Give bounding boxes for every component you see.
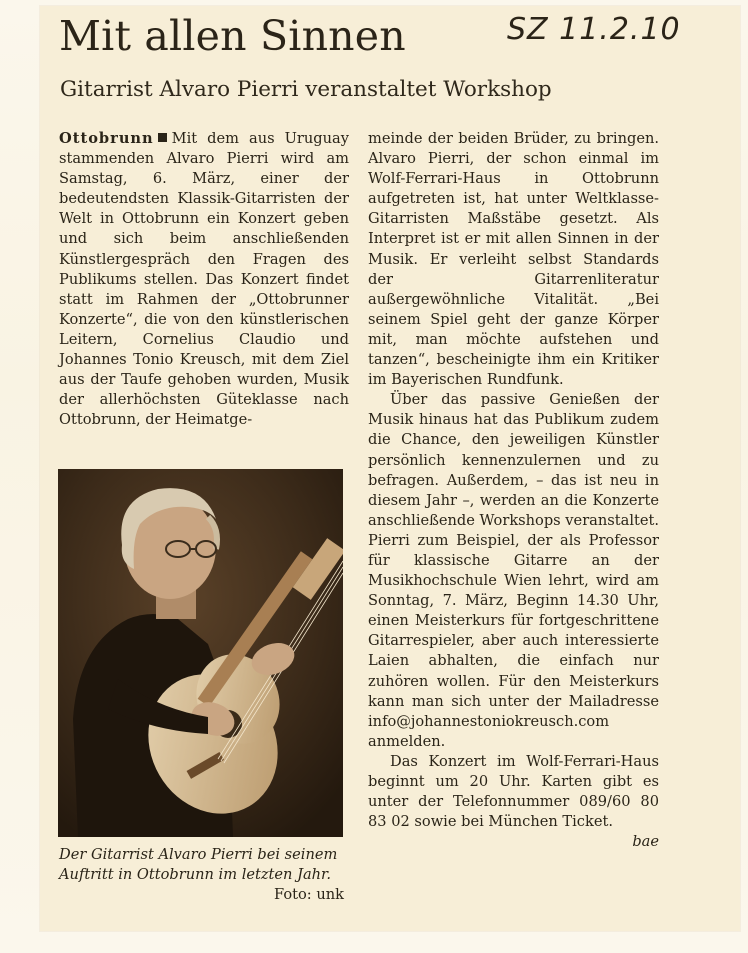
lead-text: Mit dem aus Uruguay stammenden Alvaro Pierri wird am Samstag, 6. März, einer der bedeutendsten Klassik-Gitarristen der Welt in Ottobrunn ein Konzert geben und sich beim anschließenden Künstlergespräch den Fragen des Publikums stellen. Das Konzert findet statt im Rahmen der „Ottobrunner Konzerte“, die von den künstlerischen Leitern, Cornelius Claudio und Johannes Tonio Kreusch, mit dem Ziel aus der Taufe gehoben wurden, Musik der allerhöchsten Güteklasse nach Ottobrunn, der Heimatge- [59, 130, 349, 429]
lead-paragraph [59, 129, 349, 430]
photo-caption-text: Der Gitarrist Alvaro Pierri bei seinem Auftritt in Ottobrunn im letzten Jahr. [59, 846, 338, 883]
headline: Mit allen Sinnen [59, 12, 406, 60]
right-paragraph-1: meinde der beiden Brüder, zu bringen. Alvaro Pierri, der schon einmal im Wolf-Ferrari-Haus in Ottobrunn aufgetreten ist, hat unter Weltklasse-Gitarristen Maßstäbe gesetzt. Als Interpret ist er mit allen Sinnen in der Musik. Er verleiht selbst Standards der Gitarrenliteratur außergewöhnliche Vitalität. „Bei seinem Spiel geht der ganze Körper mit, man möchte aufstehen und tanzen“, bescheinigte ihm ein Kritiker im Bayerischen Rundfunk. [368, 130, 659, 389]
right-paragraph-2: Über das passive Genießen der Musik hinaus hat das Publikum zudem die Chance, den jeweiligen Künstler persönlich kennenzulernen und zu befragen. Außerdem, – das ist neu in diesem Jahr –, werden an die Konzerte anschließende Workshops veranstaltet. Pierri zum Beispiel, der als Professor für klassische Gitarre an der Musikhochschule Wien lehrt, wird am Sonntag, 7. März, Beginn 14.30 Uhr, einen Meisterkurs für fortgeschrittene Gitarrespieler, aber auch interessierte Laien abhalten, die einfach nur zuhören wollen. Für den Meisterkurs kann man sich unter der Mailadresse info@johannestoniokreusch.com anmelden. [368, 391, 659, 750]
dateline: Ottobrunn [59, 130, 154, 147]
handwritten-date-note: SZ 11.2.10 [507, 12, 681, 47]
square-bullet-icon [158, 133, 167, 142]
photo-caption [59, 845, 344, 905]
article-column-right [368, 129, 659, 852]
guitarist-photo [58, 469, 343, 837]
photo-credit: Foto: unk [274, 886, 344, 903]
article-column-left [59, 129, 349, 430]
right-paragraph-3: Das Konzert im Wolf-Ferrari-Haus beginnt um 20 Uhr. Karten gibt es unter der Telefonnummer 089/60 80 83 02 sowie bei München Ticket. [368, 752, 659, 831]
author-initials: bae [632, 833, 659, 851]
subheadline: Gitarrist Alvaro Pierri veranstaltet Workshop [60, 77, 552, 102]
guitarist-photo-illustration [58, 469, 343, 837]
